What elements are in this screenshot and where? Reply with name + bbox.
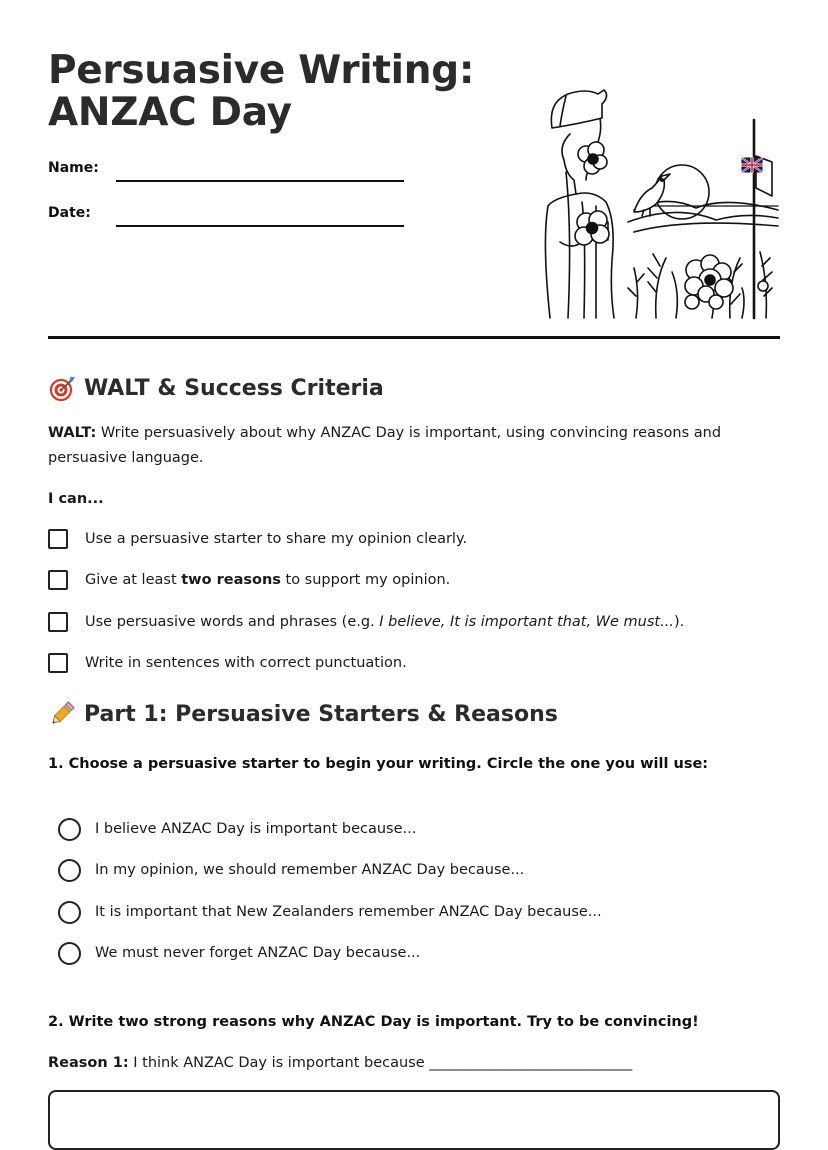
- starter-text: We must never forget ANZAC Day because...: [95, 945, 421, 961]
- criteria-checkbox[interactable]: [48, 570, 68, 590]
- walt-statement: [48, 421, 780, 471]
- question-1: 1. Choose a persuasive starter to begin your writing. Circle the one you will use:: [48, 756, 709, 772]
- radio-circle[interactable]: [58, 942, 81, 965]
- criteria-text: Use a persuasive starter to share my opinion clearly.: [85, 531, 468, 547]
- reason-1-label: Reason 1:: [48, 1055, 129, 1071]
- walt-heading: [48, 374, 384, 402]
- starter-option[interactable]: [58, 857, 524, 883]
- starter-text: In my opinion, we should remember ANZAC Day because...: [95, 862, 525, 878]
- criteria-item: [48, 568, 450, 592]
- walt-label: WALT:: [48, 425, 97, 441]
- title-line-1: Persuasive Writing:: [48, 48, 475, 93]
- radio-circle[interactable]: [58, 818, 81, 841]
- starter-text: I believe ANZAC Day is important because...: [95, 821, 417, 837]
- criteria-text: Write in sentences with correct punctuation.: [85, 655, 407, 671]
- pencil-icon: [48, 700, 76, 728]
- name-field[interactable]: [116, 180, 404, 182]
- criteria-checkbox[interactable]: [48, 653, 68, 673]
- question-2: 2. Write two strong reasons why ANZAC Day is important. Try to be convincing!: [48, 1014, 699, 1030]
- criteria-checkbox[interactable]: [48, 529, 68, 549]
- date-field[interactable]: [116, 225, 404, 227]
- reason-1-text: I think ANZAC Day is important because ____________________________: [133, 1055, 633, 1071]
- part1-heading: [48, 700, 558, 728]
- walt-text: Write persuasively about why ANZAC Day is important, using convincing reasons and persuasive language.: [48, 425, 722, 466]
- page-title: [48, 50, 474, 134]
- i-can-label: I can...: [48, 491, 104, 507]
- name-label: Name:: [48, 160, 99, 176]
- reason-1-answer-box[interactable]: [48, 1090, 780, 1150]
- radio-circle[interactable]: [58, 901, 81, 924]
- target-icon: [48, 374, 76, 402]
- criteria-item: [48, 651, 407, 675]
- criteria-item: [48, 610, 684, 634]
- criteria-checkbox[interactable]: [48, 612, 68, 632]
- criteria-text: Use persuasive words and phrases (e.g. I believe, It is important that, We must...).: [85, 614, 685, 630]
- starter-option[interactable]: [58, 899, 602, 925]
- reason-1-prompt: [48, 1051, 780, 1076]
- part1-heading-text: Part 1: Persuasive Starters & Reasons: [84, 701, 558, 727]
- walt-heading-text: WALT & Success Criteria: [84, 375, 384, 401]
- title-line-2: ANZAC Day: [48, 90, 292, 135]
- soldier-poppy-illustration: [516, 82, 780, 320]
- criteria-text: Give at least two reasons to support my opinion.: [85, 572, 451, 588]
- header-divider: [48, 336, 780, 339]
- starter-text: It is important that New Zealanders remember ANZAC Day because...: [95, 904, 602, 920]
- worksheet-page: [48, 0, 780, 1118]
- date-label: Date:: [48, 205, 91, 221]
- starter-option[interactable]: [58, 940, 420, 966]
- criteria-item: [48, 527, 467, 551]
- radio-circle[interactable]: [58, 859, 81, 882]
- starter-option[interactable]: [58, 816, 416, 842]
